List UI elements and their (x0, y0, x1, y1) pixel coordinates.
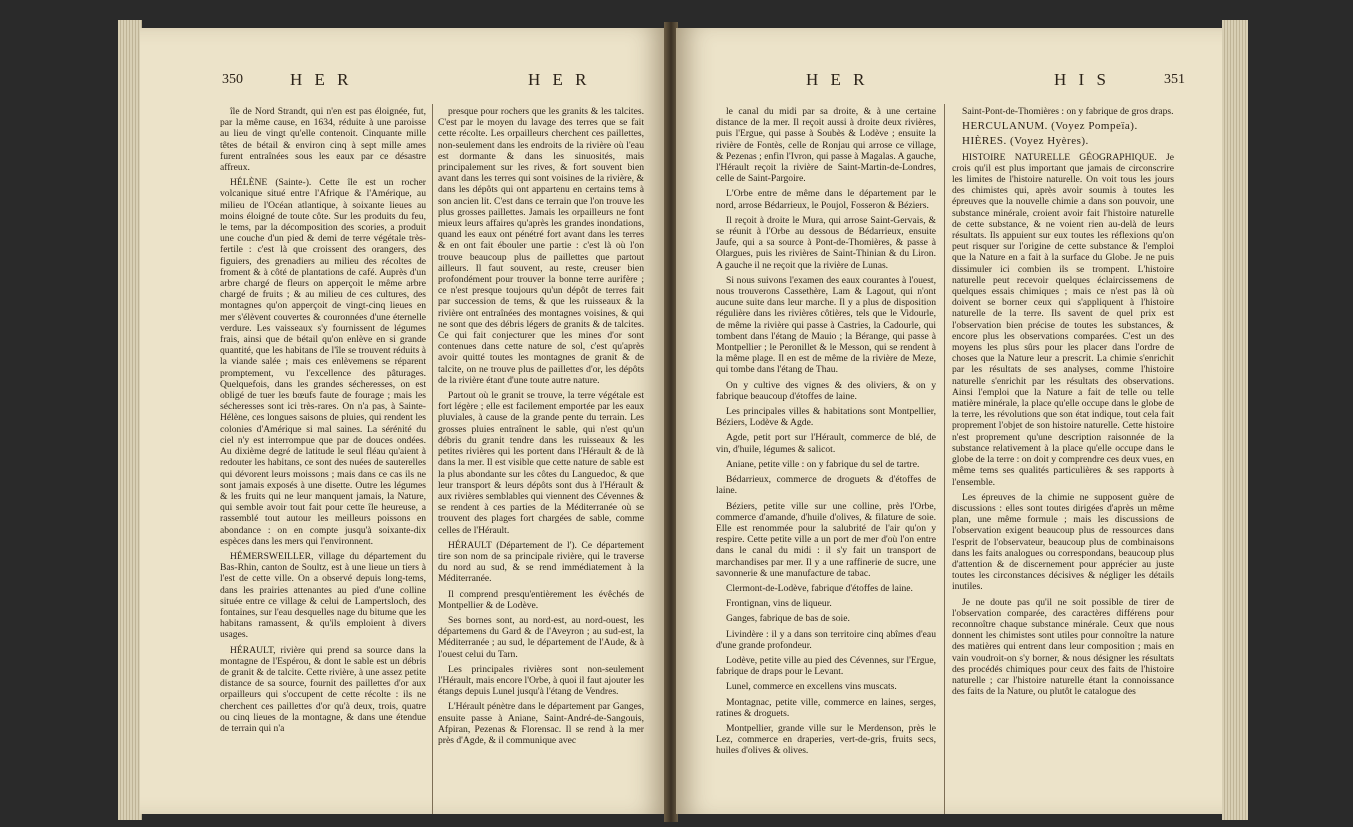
left-page (140, 28, 666, 814)
entry-helene: HÉLÈNE (Sainte-). Cette île est un rocher volcanique situé entre l'Afrique & l'Amérique, au milieu de l'Océan atlantique, à soixante lieues au moins éloigné de toute côte. Sur les produits du feu, le tems, par la décomposition des scories, a produit une couche d'un pied & demi de terre végétale très-fertile : c'est là que croissent des orangers, des figuiers, des grenadiers au milieu des récoltes de froment & à côté de plantations de café. Auprès d'un arbre chargé de fleurs on apperçoit le même arbre chargé de fruits ; & au milieu de ces cultures, des montagnes qu'on apperçoit de vingt-cinq lieues en mer s'élèvent couvertes & couronnées d'une éternelle verdure. Les vaisseaux s'y fournissent de légumes frais, ainsi que de bétail qu'on enlève en si grande quantité, que les habitans de l'île se trouvent réduits à la viande salée ; mais ces enlèvemens se réparent promptement, vu l'excellence des pâturages. Quelquefois, dans les grandes sécheresses, on est obligé de tuer les bœufs faute de fourage ; mais les sécheresses sont ici très-rares. On n'a pas, à Sainte-Hélène, ces longues saisons de pluies, qui rendent les colonies d'Amérique si mal saines. La sérénité du ciel n'y est interrompue que par de douces ondées. Au dixième degré de latitude le seul fléau qu'aient à redouter les habitans, ce sont des nuées de sauterelles qui dévorent leurs moissons ; mais dans ce cas ils ne sont jamais exposés à une disette. Outre les légumes & les fruits qui ne leur manquent jamais, la Nature, qui semble avoir tout fait pour cette île heureuse, a rassemblé tout autour les meilleurs poissons en abondance : on en compte jusqu'à soixante-dix espèces dans les mers qui l'environnent. (220, 177, 426, 547)
entry-hemersweiller: HÉMERSWEILLER, village du département du Bas-Rhin, canton de Soultz, est à une lieue un tiers à l'est de cette ville. On a observé depuis long-tems, dans les prairies attenantes au pied d'une colline située entre ce village & celui de Lampertsloch, des fontaines, sur l'eau desquelles nage du bitume que les habitans ramassent, & qu'ils emploient à divers usages. (220, 550, 426, 641)
paragraph: Partout où le granit se trouve, la terre végétale est fort légère ; elle est facilement emportée par les eaux pluviales, à cause de la grande pente du terrain. Les grosses pluies entraînent le sable, qui n'est qu'un débris du granit tendre dans les ruisseaux & les petites rivières qui les portent dans l'Hérault & de là dans la mer. Il est visible que cette nature de sable est la plus abondante sur les côtes du Languedoc, & que leur transport & leurs dépôts sont dus à l'Hérault & aux rivières semblables qui viennent des Cévennes & se rendent à ces parties de la Méditerranée où se trouvent des plages fort chargées de sable, comme celles de l'Hérault. (438, 390, 644, 536)
paragraph: Livindère : il y a dans son territoire cinq abîmes d'eau d'une grande profondeur. (716, 628, 936, 651)
paragraph: Les principales rivières sont non-seulement l'Hérault, mais encore l'Orbe, à quoi il faut ajouter les étangs depuis Lunel jusqu'à l'étang de Vendres. (438, 663, 644, 698)
entry-herault-department: HÉRAULT (Département de l'). Ce département tire son nom de sa principale rivière, qui le traverse du nord au sud, & se rend immédiatement à la Méditerranée. (438, 539, 644, 585)
entry-herculanum: HERCULANUM. (Voyez Pompeïa). (962, 120, 1138, 133)
left-running-head-2: H E R (528, 70, 591, 89)
paragraph: Montpellier, grande ville sur le Merdenson, près le Lez, commerce en draperies, vert-de-gris, fruits secs, huiles d'olives & olives. (716, 722, 936, 757)
paragraph: le canal du midi par sa droite, & à une certaine distance de la mer. Il reçoit aussi à droite deux rivières, puis l'Ergue, qui passe à Soubès & Lodève ; ensuite la rivière de Fontès, celle de Ronjau qui arrose ce village, & Pezenas ; enfin l'Ivron, qui passe à Magalas. A gauche, l'Hérault reçoit la rivière de Saint-Martin-de-Londres, celle de Saint-Pargoire. (716, 106, 936, 185)
paragraph: Lodève, petite ville au pied des Cévennes, sur l'Ergue, fabrique de draps pour le Levant. (716, 654, 936, 678)
left-running-head-1: H E R (290, 70, 353, 89)
paragraph: Béziers, petite ville sur une colline, près l'Orbe, commerce d'amande, d'huile d'olives, & filature de soie. Elle est renommée pour la salubrité de l'air qu'on y respire. Cette petite ville a un port de mer d'où l'on entre dans le canal du midi : il s'y fait un transport de marchandises par mer. Il y a une raffinerie de sucre, une savonnerie & une manufacture de tabac. (716, 500, 936, 579)
column-divider (432, 104, 433, 814)
paragraph: Montagnac, petite ville, commerce en laines, serges, ratines & droguets. (716, 696, 936, 719)
paragraph: Il reçoit à droite le Mura, qui arrose Saint-Gervais, & se réunit à l'Orbe au dessous de Bédarrieux, ensuite Jaufe, qui a sa source à Pont-de-Thomières, & passe à Olargues, puis les rivières de Saint-Thinian & du Liron. A gauche il ne reçoit que la rivière de Lunas. (716, 214, 936, 271)
paragraph: Ganges, fabrique de bas de soie. (726, 613, 850, 625)
paragraph: Frontignan, vins de liqueur. (726, 598, 832, 610)
left-page-edge (118, 20, 142, 820)
right-column-2 (952, 106, 1174, 701)
paragraph: Les épreuves de la chimie ne supposent guère de discussions : elles sont toutes dirigées d'après un même plan, une même formule ; mais les discussions de l'observation exigent beaucoup plus de ressources dans l'esprit de l'observateur, beaucoup plus de combinaisons dans les faits analogues ou correspondans, beaucoup plus d'attention & de discernement pour apprécier au juste toutes les circonstances décisives & négliger les détails inutiles. (952, 491, 1174, 593)
column-divider (944, 104, 945, 814)
right-column-1 (716, 106, 936, 761)
paragraph: Aniane, petite ville : on y fabrique du sel de tartre. (726, 458, 920, 470)
left-column-1 (220, 106, 426, 738)
entry-herault-river: HÉRAULT, rivière qui prend sa source dans la montagne de l'Espérou, & dont le sable est un débris de granit & de talcite. Cette rivière, à une assez petite distance de sa source, fournit des paillettes d'or aux orpailleurs qui s'occupent de cette récolte : ils ne cherchent ces paillettes d'or qu'à deux, trois, quatre ou cinq lieues de la montagne, & dans une étendue de terrain qui n'a (220, 644, 426, 734)
entry-histoire-naturelle: HISTOIRE NATURELLE GÉOGRAPHIQUE. Je crois qu'il est plus important que jamais de circonscrire les limites de l'histoire naturelle. On voit tous les jours des chimistes qui, après avoir soumis à toutes les épreuves que la nouvelle chimie a dans son pouvoir, une substance minérale, croient avoir fait l'histoire naturelle de cette substance, & ne voient rien au-delà de leurs résultats. Ils appuient sur eux toutes les réflexions qu'on peut risquer sur l'origine de cette substance & l'emploi que la Nature en a fait à la surface du Globe. Je ne puis dissimuler ici combien ils se trompent. L'histoire naturelle peut recevoir quelques éclaircissemens de quelques essais chimiques ; mais ce n'est pas là où doivent se borner ceux qui s'appliquent à l'histoire naturelle de la terre. Ils savent de quel prix est l'observation bien précise de toutes les substances, & encore plus les observations comparées. C'est un des moyens les plus sûrs pour les placer dans l'ordre de choses que la Nature leur a prescrit. La chimie s'enrichit par les résultats de ses analyses, comme l'histoire naturelle s'enrichit par les résultats des observations. Ainsi l'emploi que la Nature a fait de telle ou telle matière minérale, la place qu'elle occupe dans le globe de la terre, les révolutions que son état indique, tout cela fait proprement l'objet de son histoire naturelle. Cette histoire n'est proprement qu'une description raisonnée de la substance relativement à la place qu'elle occupe dans le globe de la terre : on doit y comprendre ces deux vues, en même tems ses qualités particulières & ses rapports à l'ensemble. (952, 151, 1174, 488)
right-running-head-1: H E R (806, 70, 869, 89)
right-running-head-2: H I S (1054, 70, 1110, 89)
paragraph: île de Nord Strandt, qui n'en est pas éloignée, fut, par la même cause, en 1634, réduite à une paroisse au lieu de vingt qu'elle contenoit. Cinquante mille têtes de bétail & environ cinq à sept mille ames furent entraînées sous les eaux par ce désastre affreux. (220, 106, 426, 174)
paragraph: Lunel, commerce en excellens vins muscats. (726, 681, 897, 693)
entry-hieres: HIÈRES. (Voyez Hyères). (962, 135, 1089, 148)
paragraph: presque pour rochers que les granits & les talcites. C'est par le moyen du lavage des terres que se fait cette récolte. Les orpailleurs cherchent ces paillettes, non-seulement dans les endroits de la rivière où l'eau est dormante & dans les sinuosités, mais principalement sur les rives, & fort souvent bien avant dans les terres qui sont voisines de la rivière, & dans les dépôts qui ont appartenu en certains tems à son ancien lit. C'est dans ce terrain que l'on trouve les plus grosses paillettes. Jamais les orpailleurs ne font mieux leurs affaires qu'après les grandes inondations, quand les eaux ont pénétré fort avant dans les terres & en ont fait ébouler une partie : c'est là où l'on trouve beaucoup plus de paillettes que partout ailleurs. Il faut souvent, au reste, creuser bien profondément pour trouver la bonne terre aurifère ; ce n'est presque toujours qu'un dépôt de terres fait par succession de tems, & que les ruisseaux & la rivière ont entraînées des montagnes voisines, & qui ne sont que des débris légers de granits & de talcites. Ce qui fait conjecturer que les mines d'or sont contenues dans cette nature de sol, c'est qu'après avoir quitté toutes les montagnes de granit & de talcite, on ne trouve plus de paillettes d'or, les dépôts de la rivière étant d'une toute autre nature. (438, 106, 644, 386)
paragraph: Ses bornes sont, au nord-est, au nord-ouest, les départemens du Gard & de l'Aveyron ; au sud-est, la Méditerranée ; au sud, le département de l'Aude, & à l'ouest celui du Tarn. (438, 614, 644, 660)
right-page-number: 351 (1164, 72, 1185, 87)
paragraph: L'Orbe entre de même dans le département par le nord, arrose Bédarrieux, le Poujol, Fosseron & Béziers. (716, 188, 936, 211)
paragraph: Les principales villes & habitations sont Montpellier, Béziers, Lodève & Agde. (716, 406, 936, 429)
paragraph: Bédarrieux, commerce de droguets & d'étoffes de laine. (716, 474, 936, 497)
paragraph: Saint-Pont-de-Thomières : on y fabrique de gros draps. (962, 106, 1174, 117)
paragraph: Si nous suivons l'examen des eaux courantes à l'ouest, nous trouverons Cassethère, Lam & Lagout, qui n'ont aucune suite dans leur marche. Il y a plus de disposition régulière dans les rivières côtières, tels que le Vidourle, de même la rivière qui passe à Castries, la Cadourle, qui tombent dans l'étang de Mauio ; la Bérange, qui passe à Montpellier ; le Peronillet & le Messon, qui se rendent à la même plage. Il en est de même de la rivière de Meze, qui tombe dans l'étang de Thau. (716, 274, 936, 376)
paragraph: Clermont-de-Lodève, fabrique d'étoffes de laine. (726, 582, 913, 594)
left-column-2 (438, 106, 644, 750)
left-page-number: 350 (222, 72, 243, 87)
paragraph: On y cultive des vignes & des oliviers, & on y fabrique beaucoup d'étoffes de laine. (716, 379, 936, 402)
right-page-edge (1222, 20, 1248, 820)
paragraph: Agde, petit port sur l'Hérault, commerce de blé, de vin, d'huile, légumes & salicot. (716, 432, 936, 455)
paragraph: Il comprend presqu'entièrement les évêchés de Montpellier & de Lodève. (438, 588, 644, 611)
paragraph: Je ne doute pas qu'il ne soit possible de tirer de l'observation comparée, des caractères différens pour reconnoître chaque substance minérale. Ceux que nous donnent les chimistes sont utiles pour connoître la nature des matières qui entrent dans leur composition ; mais en vain voudroit-on s'y borner, & nous désigner les résultats des procédés chimiques pour ceux des faits de l'histoire naturelle ; car l'histoire naturelle étant la connoissance des faits de la Nature, ou plutôt le catalogue des (952, 596, 1174, 698)
right-page (676, 28, 1222, 814)
paragraph: L'Hérault pénètre dans le département par Ganges, ensuite passe à Aniane, Saint-André-de-Sangouis, Afpiran, Pezenas & Florensac. Il se rend à la mer près d'Agde, & il communique avec (438, 701, 644, 746)
